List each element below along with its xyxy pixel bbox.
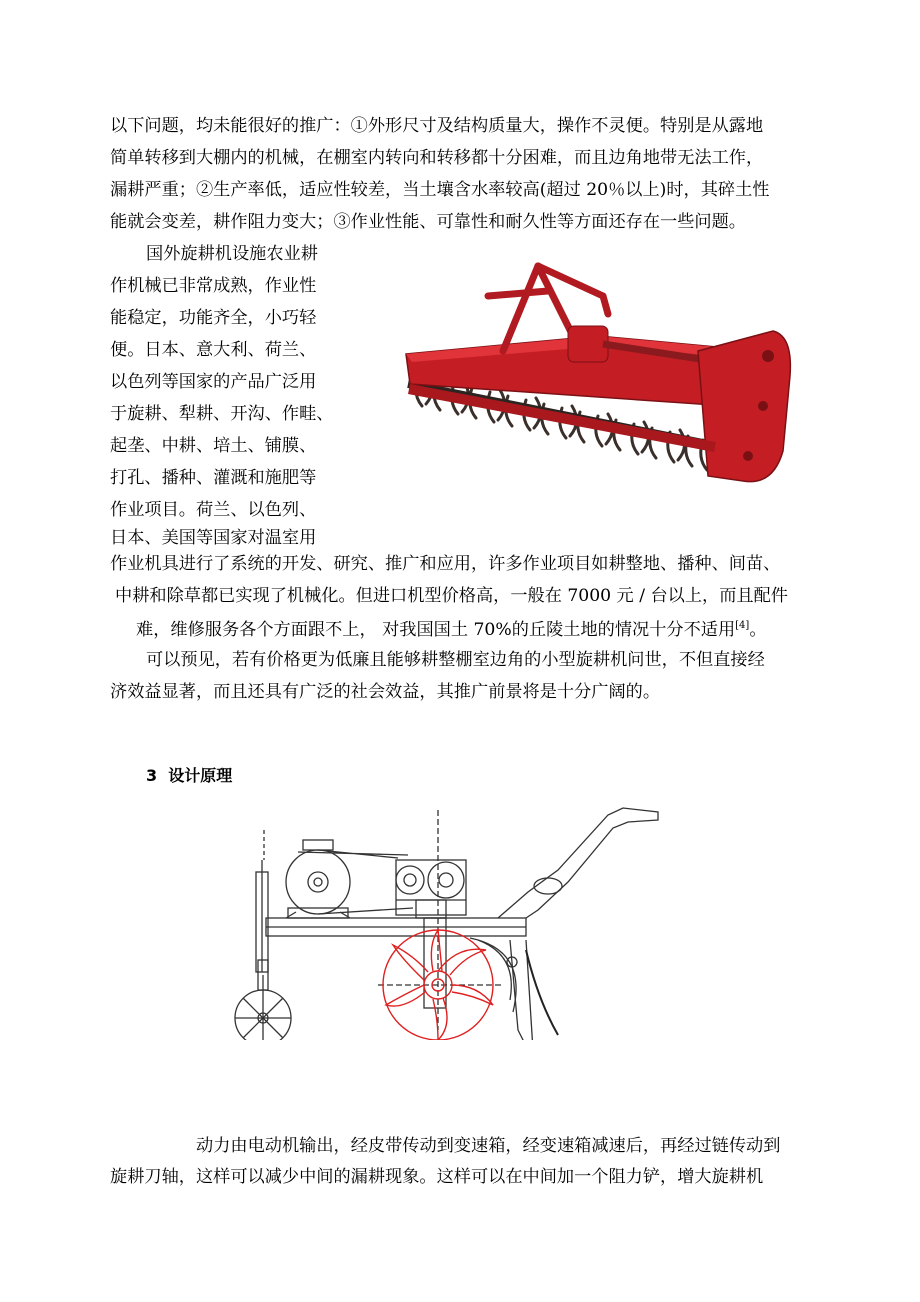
section-number: 3 — [146, 766, 158, 785]
rotary-tiller-photo — [398, 256, 798, 506]
foreign-wrap-line-7: 起垄、中耕、培土、铺膜、 — [110, 436, 317, 456]
drive-belt — [298, 850, 408, 858]
foreign-wrap-line-10: 日本、美国等国家对温室用 — [110, 528, 317, 548]
intro-line-2: 简单转移到大棚内的机械，在棚室内转向和转移都十分困难，而且边角地带无法工作， — [110, 148, 764, 168]
foreign-wrap-line-6: 于旋耕、犁耕、开沟、作畦、 — [110, 404, 334, 424]
gearbox-drawing — [396, 860, 466, 915]
foreign-full-line-1: 作业机具进行了系统的开发、研究、推广和应用，许多作业项目如耕整地、播种、间苗、 — [110, 554, 781, 574]
foreign-wrap-line-3: 能稳定，功能齐全，小巧轻 — [110, 308, 317, 328]
foreign-full-line-3-end: 。 — [749, 620, 767, 640]
citation-4: [4] — [735, 620, 750, 631]
intro-line-3: 漏耕严重；②生产率低，适应性较差，当土壤含水率较高(超过 20％以上)时，其碎土性 — [110, 180, 770, 200]
outlook-line-2: 济效益显著，而且还具有广泛的社会效益，其推广前景将是十分广阔的。 — [110, 682, 661, 702]
foreign-full-line-2: 中耕和除草都已实现了机械化。但进口机型价格高，一般在 7000 元 / 台以上，而且配件 — [115, 586, 788, 606]
gearbox — [568, 326, 608, 362]
principle-line-2: 旋耕刀轴，这样可以减少中间的漏耕现象。这样可以在中间加一个阻力铲，增大旋耕机 — [110, 1167, 764, 1187]
handle-bar — [498, 808, 658, 918]
section-title: 设计原理 — [168, 766, 233, 785]
foreign-full-line-3-text: 难，维修服务各个方面跟不上， 对我国国土 70%的丘陵土地的情况十分不适用 — [136, 620, 736, 640]
motor — [286, 850, 350, 914]
outlook-line-1: 可以预见，若有价格更为低廉且能够耕整棚室边角的小型旋耕机问世，不但直接经 — [146, 650, 765, 670]
foreign-wrap-line-9: 作业项目。荷兰、以色列、 — [110, 500, 317, 520]
intro-line-4: 能就会变差，耕作阻力变大；③作业性能、可靠性和耐久性等方面还存在一些问题。 — [110, 212, 746, 232]
foreign-wrap-line-4: 便。日本、意大利、荷兰、 — [110, 340, 317, 360]
intro-line-1: 以下问题，均未能很好的推广：①外形尺寸及结构质量大，操作不灵便。特别是从露地 — [110, 116, 764, 136]
resistance-shovel — [510, 940, 533, 1040]
foreign-wrap-line-1: 国外旋耕机设施农业耕 — [146, 244, 318, 264]
principle-line-1: 动力由电动机输出，经皮带传动到变速箱，经变速箱减速后，再经过链传动到 — [196, 1136, 781, 1156]
section-heading — [146, 766, 232, 786]
foreign-wrap-line-5: 以色列等国家的产品广泛用 — [110, 372, 317, 392]
foreign-wrap-line-8: 打孔、播种、灌溉和施肥等 — [110, 468, 317, 488]
foreign-wrap-line-2: 作机械已非常成熟，作业性 — [110, 276, 317, 296]
design-principle-drawing — [228, 800, 668, 1040]
foreign-full-line-3 — [136, 616, 767, 640]
